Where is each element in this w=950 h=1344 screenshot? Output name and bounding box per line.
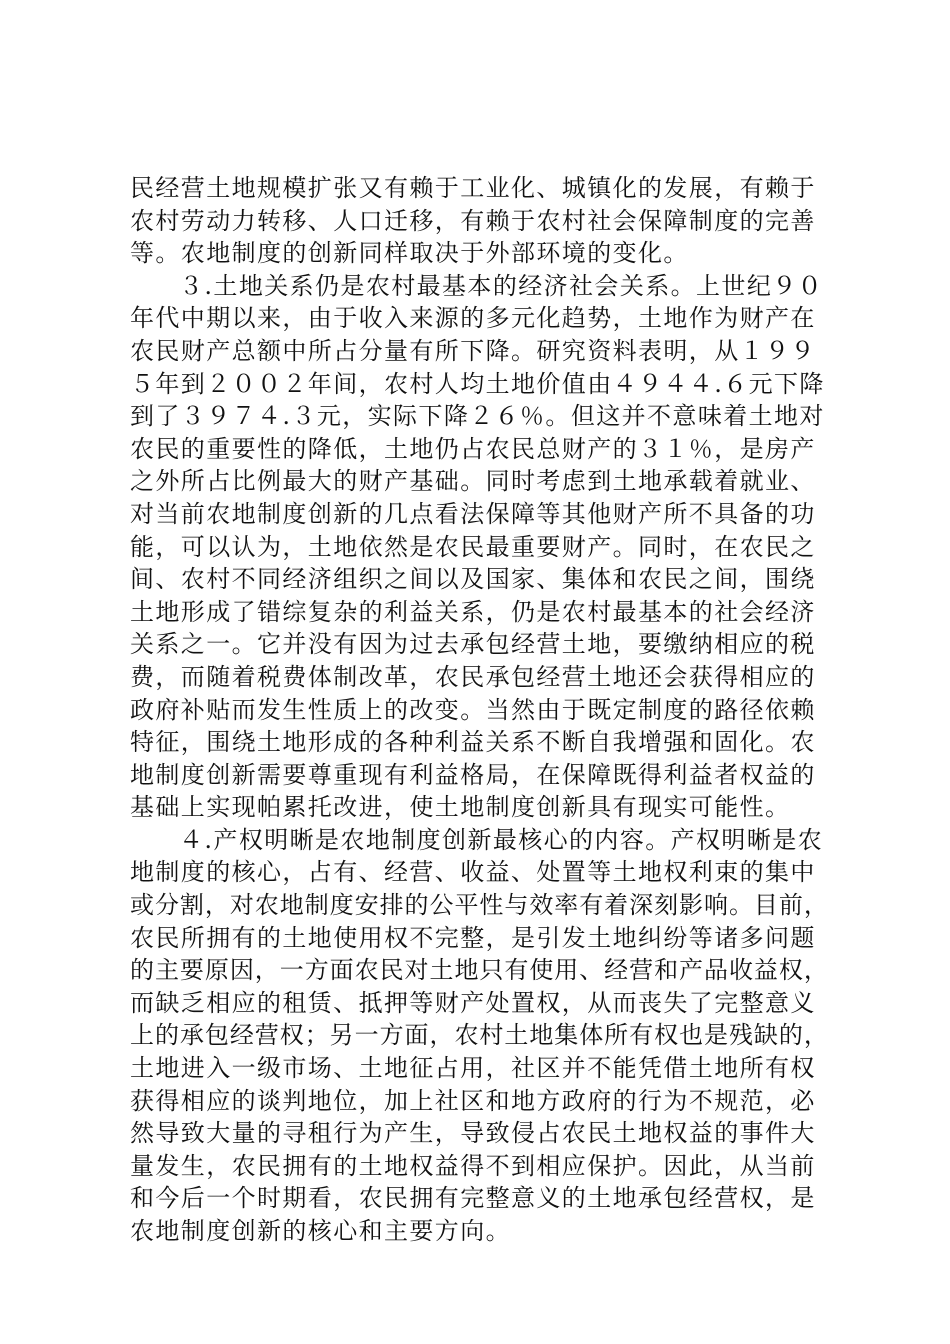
text-line: ５年到２００２年间，农村人均土地价值由４９４４.６元下降 — [130, 369, 825, 398]
text-line: 关系之一。它并没有因为过去承包经营土地，要缴纳相应的税 — [130, 630, 816, 659]
text-line: 特征，围绕土地形成的各种利益关系不断自我增强和固化。农 — [130, 728, 816, 757]
text-line: 等。农地制度的创新同样取决于外部环境的变化。 — [130, 239, 689, 268]
text-line: 对当前农地制度创新的几点看法保障等其他财产所不具备的功 — [130, 499, 816, 528]
text-line: 农民的重要性的降低，土地仍占农民总财产的３１％，是房产 — [130, 434, 816, 463]
text-line: 间、农村不同经济组织之间以及国家、集体和农民之间，围绕 — [130, 565, 816, 594]
text-line: 土地进入一级市场、土地征占用，社区并不能凭借土地所有权 — [130, 1054, 816, 1083]
text-line: 然导致大量的寻租行为产生，导致侵占农民土地权益的事件大 — [130, 1119, 816, 1148]
text-line: 的主要原因，一方面农民对土地只有使用、经营和产品收益权， — [130, 956, 829, 985]
text-line: 地制度创新需要尊重现有利益格局，在保障既得利益者权益的 — [130, 760, 816, 789]
text-line: 和今后一个时期看，农民拥有完整意义的土地承包经营权，是 — [130, 1184, 816, 1213]
text-line: 农民所拥有的土地使用权不完整，是引发土地纠纷等诸多问题 — [130, 923, 816, 952]
text-line: 能，可以认为，土地依然是农民最重要财产。同时，在农民之 — [130, 532, 816, 561]
text-line: 费，而随着税费体制改革，农民承包经营土地还会获得相应的 — [130, 662, 816, 691]
text-line: 基础上实现帕累托改进，使土地制度创新具有现实可能性。 — [130, 793, 791, 822]
text-line: 土地形成了错综复杂的利益关系，仍是农村最基本的社会经济 — [130, 597, 816, 626]
text-line: 民经营土地规模扩张又有赖于工业化、城镇化的发展，有赖于 — [130, 174, 816, 202]
text-line: 之外所占比例最大的财产基础。同时考虑到土地承载着就业、 — [130, 467, 816, 496]
paragraph-first-line: ４.产权明晰是农地制度创新最核心的内容。产权明晰是农 — [179, 825, 824, 854]
text-line: 年代中期以来，由于收入来源的多元化趋势，土地作为财产在 — [130, 304, 816, 333]
text-line: 量发生，农民拥有的土地权益得不到相应保护。因此，从当前 — [130, 1151, 816, 1180]
text-line: 农民财产总额中所占分量有所下降。研究资料表明，从１９９ — [130, 336, 816, 365]
text-line: 或分割，对农地制度安排的公平性与效率有着深刻影响。目前， — [130, 891, 829, 920]
text-line: 上的承包经营权；另一方面，农村土地集体所有权也是残缺的， — [130, 1021, 829, 1050]
text-line: 农地制度创新的核心和主要方向。 — [130, 1217, 511, 1245]
text-line: 政府补贴而发生性质上的改变。当然由于既定制度的路径依赖 — [130, 695, 816, 724]
document-body — [130, 172, 830, 1248]
text-line: 而缺乏相应的租赁、抵押等财产处置权，从而丧失了完整意义 — [130, 988, 816, 1017]
text-line: 获得相应的谈判地位，加上社区和地方政府的行为不规范，必 — [130, 1086, 816, 1115]
text-line: 农村劳动力转移、人口迁移，有赖于农村社会保障制度的完善 — [130, 206, 816, 235]
text-line: 地制度的核心，占有、经营、收益、处置等土地权利束的集中 — [130, 858, 816, 887]
paragraph-first-line: ３.土地关系仍是农村最基本的经济社会关系。上世纪９０ — [179, 271, 824, 300]
text-line: 到了３９７４.３元，实际下降２６％。但这并不意味着土地对 — [130, 402, 825, 431]
